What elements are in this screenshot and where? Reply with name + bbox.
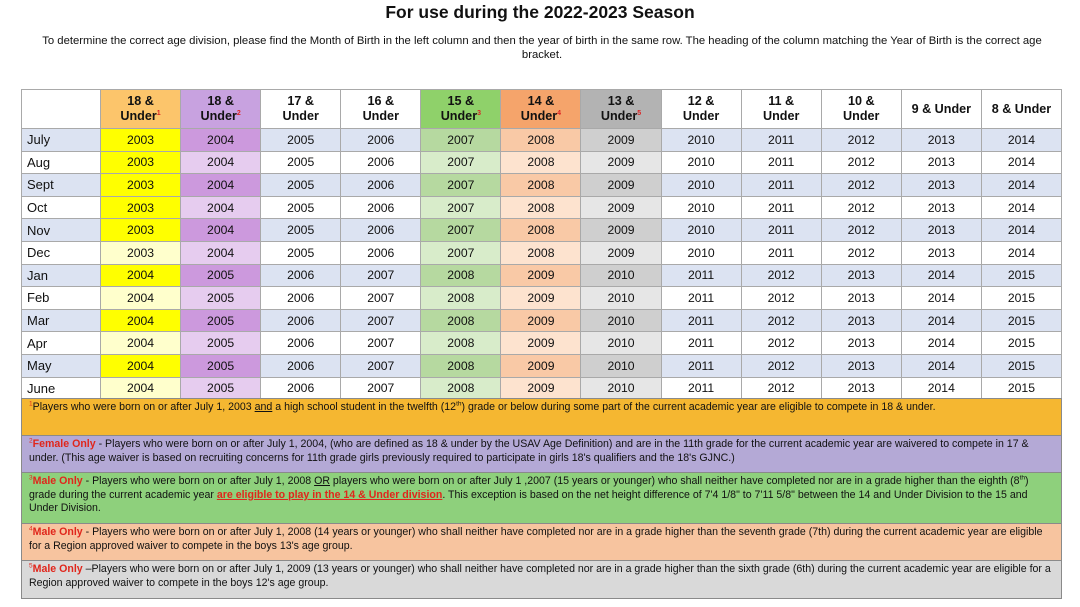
month-cell: Dec	[22, 241, 101, 264]
year-cell: 2015	[981, 287, 1061, 310]
year-cell: 2005	[181, 332, 261, 355]
year-cell: 2007	[421, 151, 501, 174]
year-cell: 2008	[421, 287, 501, 310]
year-cell: 2012	[741, 264, 821, 287]
year-cell: 2013	[821, 354, 901, 377]
year-cell: 2004	[181, 174, 261, 197]
year-cell: 2010	[581, 377, 661, 400]
month-header	[22, 90, 101, 129]
year-cell: 2013	[901, 174, 981, 197]
year-cell: 2003	[101, 196, 181, 219]
year-cell: 2009	[501, 377, 581, 400]
year-cell: 2014	[981, 219, 1061, 242]
year-cell: 2012	[741, 287, 821, 310]
year-cell: 2006	[341, 151, 421, 174]
year-cell: 2008	[421, 377, 501, 400]
year-cell: 2012	[821, 151, 901, 174]
year-cell: 2006	[261, 377, 341, 400]
year-cell: 2014	[901, 377, 981, 400]
year-cell: 2004	[101, 309, 181, 332]
column-header-7: 12 & Under	[661, 90, 741, 129]
table-row	[22, 219, 1062, 242]
year-cell: 2005	[261, 219, 341, 242]
year-cell: 2006	[341, 196, 421, 219]
year-cell: 2007	[341, 332, 421, 355]
year-cell: 2003	[101, 129, 181, 152]
year-cell: 2007	[341, 354, 421, 377]
table-row	[22, 354, 1062, 377]
year-cell: 2006	[341, 219, 421, 242]
year-cell: 2006	[261, 332, 341, 355]
year-cell: 2012	[821, 196, 901, 219]
year-cell: 2015	[981, 264, 1061, 287]
footnote-3: $^3$Male Only - Players who were born on or after July 1, 2008 OR players who were born on or after July 1 ,2007 (15 years or younger) who shall neither have completed nor are in a grade higher than the eighth (8th) grade during the current academic year are eligible to play in the 14 & Under division. This exception is based on the net height difference of 7'4 1/8" to 7'11 5/8" between the 14 and Under Division to the 15 and Under Division.	[21, 473, 1062, 524]
year-cell: 2011	[741, 196, 821, 219]
table-row	[22, 332, 1062, 355]
year-cell: 2013	[821, 309, 901, 332]
year-cell: 2003	[101, 174, 181, 197]
year-cell: 2004	[101, 377, 181, 400]
year-cell: 2003	[101, 151, 181, 174]
month-cell: July	[22, 129, 101, 152]
column-header-4: 15 & Under$^3$	[421, 90, 501, 129]
year-cell: 2011	[661, 309, 741, 332]
year-cell: 2005	[181, 264, 261, 287]
year-cell: 2003	[101, 241, 181, 264]
year-cell: 2014	[981, 151, 1061, 174]
year-cell: 2011	[661, 332, 741, 355]
year-cell: 2015	[981, 354, 1061, 377]
year-cell: 2013	[901, 196, 981, 219]
year-cell: 2007	[421, 129, 501, 152]
month-cell: Oct	[22, 196, 101, 219]
year-cell: 2009	[501, 354, 581, 377]
year-cell: 2005	[261, 196, 341, 219]
footnote-1: $^1$Players who were born on or after July 1, 2003 and a high school student in the twelfth (12th) grade or below during some part of the current academic year are eligible to compete in 18 & under.	[21, 398, 1062, 436]
year-cell: 2008	[421, 332, 501, 355]
month-cell: Apr	[22, 332, 101, 355]
year-cell: 2014	[901, 354, 981, 377]
year-cell: 2013	[821, 264, 901, 287]
year-cell: 2007	[421, 196, 501, 219]
year-cell: 2009	[581, 219, 661, 242]
year-cell: 2012	[741, 309, 821, 332]
year-cell: 2011	[741, 241, 821, 264]
year-cell: 2008	[501, 241, 581, 264]
year-cell: 2005	[261, 174, 341, 197]
age-division-table	[21, 89, 1062, 400]
year-cell: 2009	[581, 241, 661, 264]
year-cell: 2011	[661, 264, 741, 287]
year-cell: 2007	[421, 219, 501, 242]
year-cell: 2011	[741, 129, 821, 152]
footnote-5: $^5$Male Only –Players who were born on or after July 1, 2009 (13 years or younger) who shall neither have completed nor are in a grade higher than the sixth grade (6th) during the current academic year are eligible for a Region approved waiver to compete in the boys 12's age group.	[21, 561, 1062, 599]
table-row	[22, 174, 1062, 197]
year-cell: 2011	[741, 219, 821, 242]
table-row	[22, 129, 1062, 152]
year-cell: 2006	[261, 287, 341, 310]
year-cell: 2006	[261, 354, 341, 377]
year-cell: 2009	[581, 129, 661, 152]
year-cell: 2011	[661, 287, 741, 310]
year-cell: 2011	[741, 174, 821, 197]
table-row	[22, 151, 1062, 174]
year-cell: 2004	[181, 196, 261, 219]
column-header-0: 18 & Under$^1$	[101, 90, 181, 129]
column-header-10: 9 & Under	[901, 90, 981, 129]
month-cell: Aug	[22, 151, 101, 174]
table-row	[22, 196, 1062, 219]
year-cell: 2007	[341, 377, 421, 400]
year-cell: 2010	[581, 354, 661, 377]
year-cell: 2005	[181, 309, 261, 332]
year-cell: 2012	[741, 377, 821, 400]
year-cell: 2006	[341, 241, 421, 264]
year-cell: 2004	[181, 151, 261, 174]
column-header-2: 17 & Under	[261, 90, 341, 129]
year-cell: 2011	[661, 377, 741, 400]
table-row	[22, 241, 1062, 264]
footnotes	[21, 398, 1062, 599]
year-cell: 2004	[181, 219, 261, 242]
column-header-6: 13 & Under$^5$	[581, 90, 661, 129]
year-cell: 2014	[981, 196, 1061, 219]
column-header-3: 16 & Under	[341, 90, 421, 129]
year-cell: 2013	[901, 151, 981, 174]
month-cell: May	[22, 354, 101, 377]
year-cell: 2012	[821, 241, 901, 264]
year-cell: 2008	[421, 264, 501, 287]
year-cell: 2008	[501, 151, 581, 174]
year-cell: 2010	[661, 129, 741, 152]
year-cell: 2013	[901, 129, 981, 152]
year-cell: 2012	[741, 354, 821, 377]
year-cell: 2012	[741, 332, 821, 355]
year-cell: 2014	[901, 287, 981, 310]
year-cell: 2014	[901, 309, 981, 332]
year-cell: 2004	[101, 287, 181, 310]
year-cell: 2010	[661, 151, 741, 174]
year-cell: 2004	[101, 354, 181, 377]
year-cell: 2005	[261, 241, 341, 264]
year-cell: 2010	[661, 174, 741, 197]
page-title: For use during the 2022-2023 Season	[385, 2, 695, 22]
month-cell: Nov	[22, 219, 101, 242]
year-cell: 2014	[901, 332, 981, 355]
year-cell: 2014	[981, 174, 1061, 197]
year-cell: 2007	[341, 309, 421, 332]
year-cell: 2004	[101, 264, 181, 287]
month-cell: Mar	[22, 309, 101, 332]
column-header-9: 10 & Under	[821, 90, 901, 129]
year-cell: 2012	[821, 174, 901, 197]
year-cell: 2004	[101, 332, 181, 355]
year-cell: 2006	[261, 264, 341, 287]
year-cell: 2008	[501, 174, 581, 197]
year-cell: 2014	[901, 264, 981, 287]
month-cell: Jan	[22, 264, 101, 287]
year-cell: 2009	[581, 174, 661, 197]
year-cell: 2003	[101, 219, 181, 242]
footnote-4: $^4$Male Only - Players who were born on or after July 1, 2008 (14 years or younger) who shall neither have completed nor are in a grade higher than the seventh grade (7th) during the current academic year are eligible for a Region approved waiver to compete in the boys 13's age group.	[21, 524, 1062, 561]
table-row	[22, 264, 1062, 287]
year-cell: 2005	[181, 377, 261, 400]
year-cell: 2005	[261, 129, 341, 152]
year-cell: 2007	[341, 264, 421, 287]
year-cell: 2011	[661, 354, 741, 377]
year-cell: 2010	[581, 287, 661, 310]
year-cell: 2008	[421, 309, 501, 332]
year-cell: 2007	[341, 287, 421, 310]
year-cell: 2006	[261, 309, 341, 332]
table-row	[22, 287, 1062, 310]
year-cell: 2010	[661, 241, 741, 264]
year-cell: 2013	[901, 219, 981, 242]
year-cell: 2008	[501, 129, 581, 152]
month-cell: June	[22, 377, 101, 400]
year-cell: 2012	[821, 129, 901, 152]
year-cell: 2007	[421, 174, 501, 197]
year-cell: 2008	[501, 196, 581, 219]
year-cell: 2010	[581, 264, 661, 287]
year-cell: 2011	[741, 151, 821, 174]
year-cell: 2010	[661, 196, 741, 219]
year-cell: 2009	[581, 196, 661, 219]
month-cell: Feb	[22, 287, 101, 310]
year-cell: 2009	[581, 151, 661, 174]
year-cell: 2010	[661, 219, 741, 242]
year-cell: 2015	[981, 332, 1061, 355]
table-header-row	[22, 90, 1062, 129]
year-cell: 2004	[181, 129, 261, 152]
year-cell: 2010	[581, 309, 661, 332]
year-cell: 2015	[981, 309, 1061, 332]
month-cell: Sept	[22, 174, 101, 197]
year-cell: 2013	[901, 241, 981, 264]
year-cell: 2013	[821, 287, 901, 310]
year-cell: 2005	[181, 287, 261, 310]
year-cell: 2004	[181, 241, 261, 264]
footnote-2: $^2$Female Only - Players who were born on or after July 1, 2004, (who are defined as 18 & under by the USAV Age Definition) and are in the 11th grade for the current academic year are waivered to compete in 17 & under. (This age waiver is based on recruiting concerns for 11th grade girls previously required to participate in girls 18's qualifiers and the 18's GJNC.)	[21, 436, 1062, 473]
year-cell: 2009	[501, 309, 581, 332]
column-header-8: 11 & Under	[741, 90, 821, 129]
year-cell: 2014	[981, 241, 1061, 264]
table-row	[22, 377, 1062, 400]
instructions-text: To determine the correct age division, please find the Month of Birth in the left column and then the year of birth in the same row. The heading of the column matching the Year of Birth is the correct age bracket.	[42, 35, 1042, 61]
year-cell: 2009	[501, 332, 581, 355]
column-header-11: 8 & Under	[981, 90, 1061, 129]
year-cell: 2010	[581, 332, 661, 355]
year-cell: 2005	[181, 354, 261, 377]
year-cell: 2009	[501, 264, 581, 287]
column-header-5: 14 & Under$^4$	[501, 90, 581, 129]
year-cell: 2013	[821, 377, 901, 400]
year-cell: 2013	[821, 332, 901, 355]
year-cell: 2005	[261, 151, 341, 174]
column-header-1: 18 & Under$^2$	[181, 90, 261, 129]
year-cell: 2008	[421, 354, 501, 377]
year-cell: 2006	[341, 129, 421, 152]
table-row	[22, 309, 1062, 332]
year-cell: 2015	[981, 377, 1061, 400]
year-cell: 2014	[981, 129, 1061, 152]
year-cell: 2006	[341, 174, 421, 197]
year-cell: 2009	[501, 287, 581, 310]
year-cell: 2007	[421, 241, 501, 264]
year-cell: 2008	[501, 219, 581, 242]
year-cell: 2012	[821, 219, 901, 242]
